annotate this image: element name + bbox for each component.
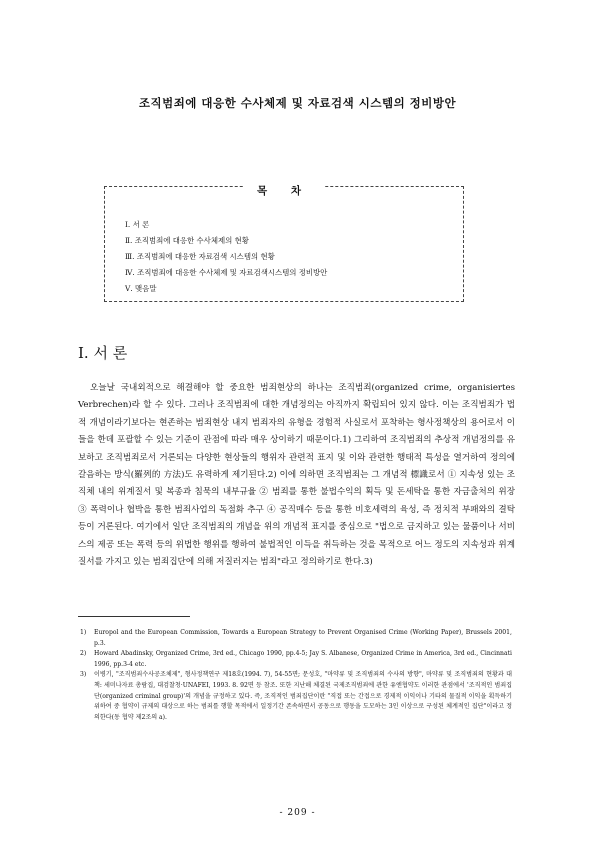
footnote-divider [78,616,190,617]
toc-item: Ⅱ. 조직범죄에 대응한 수사체제의 현황 [125,236,249,245]
paper-title: 조직범죄에 대응한 수사체제 및 자료검색 시스템의 정비방안 [138,96,457,110]
toc-list [125,217,327,297]
footnote-number: 1) [80,629,87,636]
footnote-text: 이병기, "조직범죄수사공조체제", 형사정책연구 제18호(1994. 7), 54-55면; 문성호, "마약류 및 조직범죄의 수사의 방향", 마약류 및 조직범죄의 현황과 대책: 세미나자료 총람집, 대검찰청·UNAFEI, 1993. 8. 92면 등 참조. 또한 지난해 체결된 국제조직범죄에 관한 유엔협약도 이러한 관점에서 '조직적인 범죄집단(organized criminal group)'의 개념을 규정하고 있다. 즉, 조직적인 범죄집단이란 "직접 또는 간접으로 경제적 이익이나 기타의 물질적 이익을 획득하기 위하여 중 협약이 규제의 대상으로 하는 범죄를 행할 목적에서 일정기간 존속하면서 공동으로 행동을 도모하는 3인 이상으로 구성된 체계적인 집단"이라고 정의한다(동 협약 제2조의 a). [94,671,512,721]
toc-item: Ⅰ. 서 론 [125,220,150,229]
table-of-contents [104,186,464,302]
footnote-text: Howard Abadinsky, Organized Crime, 3rd ed., Chicago 1990, pp.4-5; Jay S. Albanese, Organized Crime in America, 3rd ed., Cincinnati 1996, pp.3-4 etc. [94,650,512,668]
footnote [80,670,512,723]
toc-item: Ⅲ. 조직범죄에 대응한 자료검색 시스템의 현황 [125,252,275,261]
toc-item: Ⅴ. 맺음말 [125,284,157,293]
footnote-number: 3) [80,671,87,679]
body-paragraph: 오늘날 국내외적으로 해결해야 할 중요한 범죄현상의 하나는 조직범죄(organized crime, organisiertes Verbrechen)라 할 수 있다. 그러나 조직범죄에 대한 개념정의는 아직까지 확립되어 있지 않다. 이는 조직범죄가 법적 개념이라기보다는 현존하는 범죄현상 내지 범죄자의 유형을 경험적 사실로서 포착하는 형사정책상의 용어로서 이들을 한데 포괄할 수 있는 기준이 관점에 따라 매우 상이하기 때문이다.1) 그리하여 조직범죄의 추상적 개념정의를 유보하고 조직범죄로서 거론되는 다양한 현상들의 행위자 관련적 표지 및 이와 관련한 행태적 특성을 열거하여 정의에 갈음하는 방식(羅列的 方法)도 유력하게 제기된다.2) 이에 의하면 조직범죄는 그 개념적 標識로서 ① 지속성 있는 조직체 내의 위계질서 및 복종과 침묵의 내부규율 ② 범죄를 통한 불법수익의 획득 및 돈세탁을 통한 자금출처의 위장 ③ 폭력이나 협박을 통한 범죄사업의 독점화 추구 ④ 공직매수 등을 통한 비호세력의 육성, 즉 정치적 부패와의 결탁 등이 거론된다. 여기에서 일단 조직범죄의 개념을 위의 개념적 표지를 중심으로 "법으로 금지하고 있는 물품이나 서비스의 제공 또는 폭력 등의 위법한 행위를 행하여 불법적인 이득을 취득하는 것을 목적으로 어느 정도의 지속성과 위계질서를 가지고 있는 범죄집단에 의해 저질러지는 범죄"라고 정의하기로 한다.3) [78,383,515,568]
toc-heading: 목 차 [243,185,325,197]
footnote-number: 2) [80,650,87,658]
section-heading: Ⅰ. 서 론 [78,344,128,362]
footnote [80,628,512,649]
toc-item: Ⅳ. 조직범죄에 대응한 수사체제 및 자료검색시스템의 정비방안 [125,268,328,277]
body-text [78,380,515,571]
page-number: - 209 - [279,808,316,818]
footnotes [80,628,512,723]
footnote-text: Europol and the European Commission, Towards a European Strategy to Prevent Organised Crime (Working Paper), Brussels 2001, p.3. [94,629,512,647]
footnote [80,649,512,670]
